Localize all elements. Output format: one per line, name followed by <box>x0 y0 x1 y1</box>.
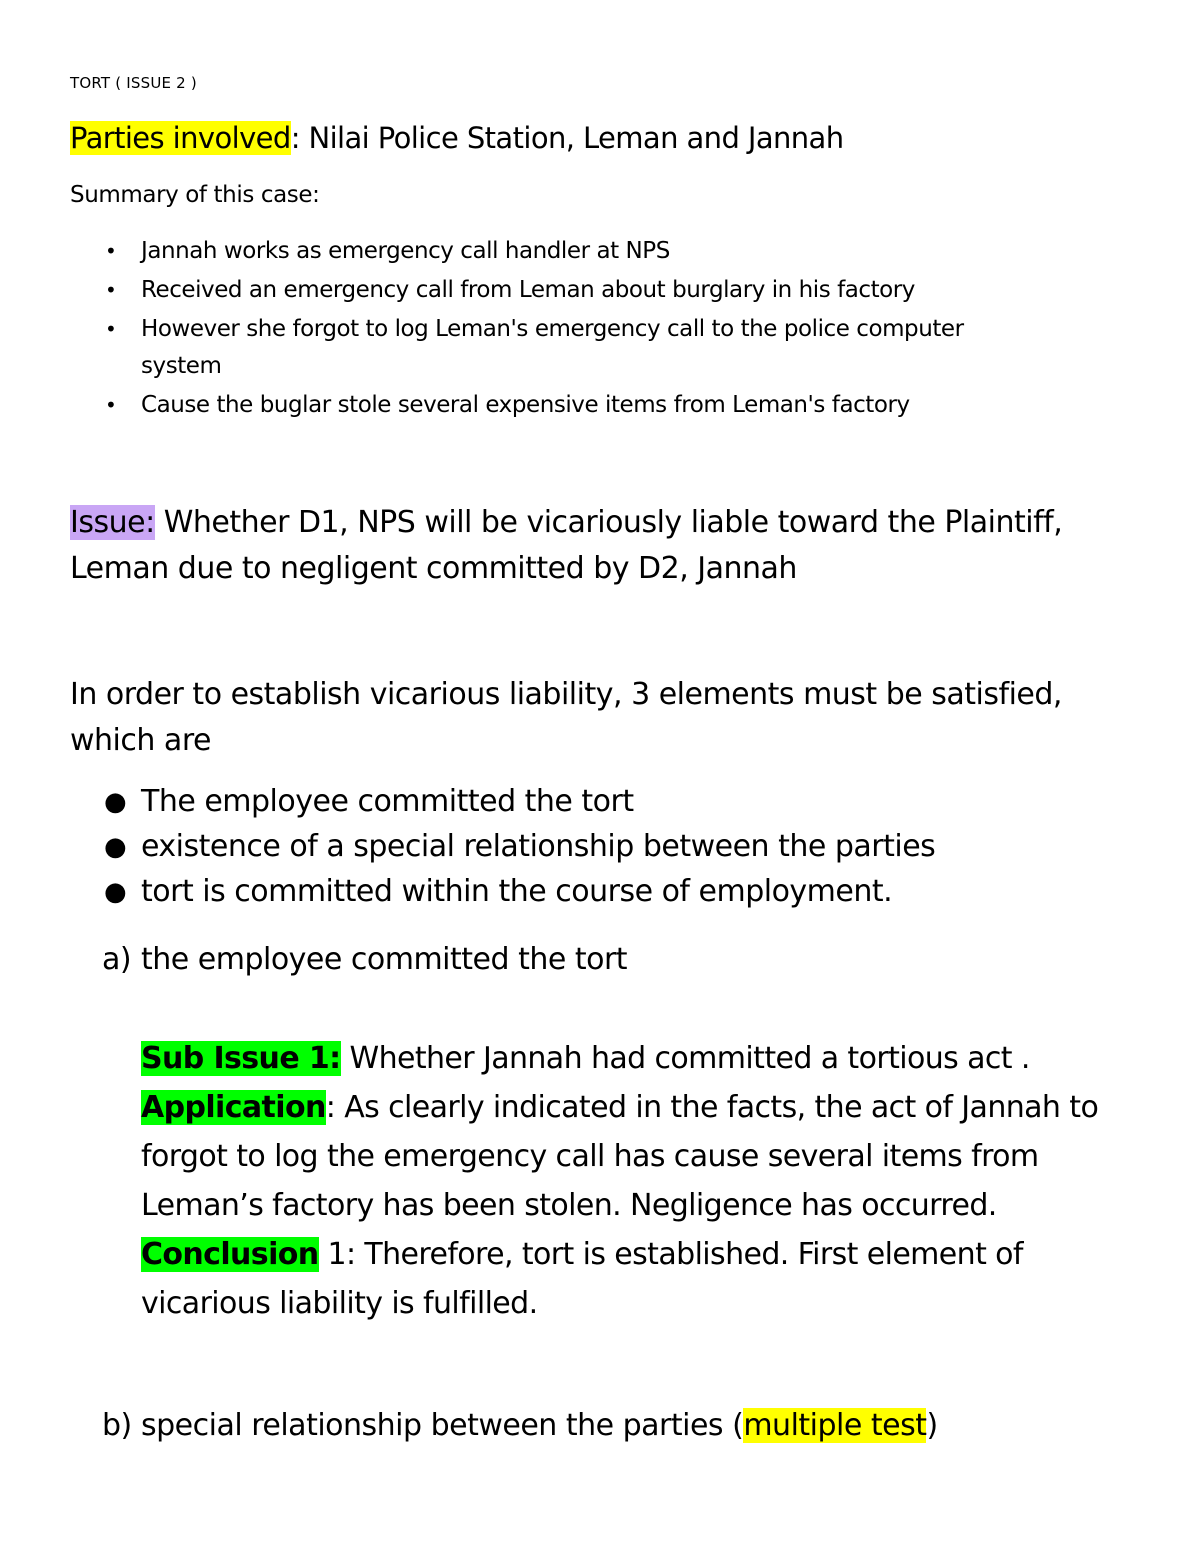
section-b-label: b) <box>102 1408 132 1443</box>
issue-text-line1: Whether D1, NPS will be vicariously liable toward the Plaintiff, <box>154 505 1063 540</box>
page-header: TORT ( ISSUE 2 ) <box>70 74 197 92</box>
application-text: : As clearly indicated in the facts, the act of Jannah to <box>325 1090 1099 1125</box>
sub-issue-text: Whether Jannah had committed a tortious act . <box>340 1041 1030 1076</box>
intro-line2: which are <box>70 723 211 758</box>
conclusion-text: 1: Therefore, tort is established. First element of <box>318 1237 1023 1272</box>
issue-text-line2: Leman due to negligent committed by D2, Jannah <box>70 551 797 586</box>
conclusion-line <box>141 1230 1151 1279</box>
issue-paragraph <box>70 500 1062 592</box>
bullet-icon: • <box>105 393 117 417</box>
parties-text: : Nilai Police Station, Leman and Jannah <box>290 121 844 155</box>
bullet-icon: • <box>105 317 117 341</box>
intro-line1: In order to establish vicarious liability, 3 elements must be satisfied, <box>70 677 1062 712</box>
bullet-icon: • <box>105 239 117 263</box>
document-page: TORT ( ISSUE 2 ) Parties involved: Nilai Police Station, Leman and Jannah Summary of this case: • Jannah works as emergency call handler at NPS • Received an emergency call from Leman about burglary in his factory • However she forgot to log Leman's emergency call to the police computer system • Cause the buglar stole several expensive items from Leman's factory Issue: Whether D1, NPS will be vicariously liable toward the Plaintiff, Leman due to negligent committed by D2, Jannah In order to establish vicarious liability, 3 elements must be satisfied, which are ● The employee committed the tort ● existence of a special relationship between the parties ● tort is committed within the course of employment. a) the employee committed the tort Sub Issue 1: Whether Jannah had committed a tortious act . Application: As clearly indicated in the facts, the act of Jannah to forgot to log the emergency call has cause several items from Leman’s factory has been stolen. Negligence has occurred. Conclusion 1: Therefore, tort is established. First element of vicarious liability is fulfilled. b) special relationship between the parties (multiple test) <box>0 0 1200 1553</box>
application-label: Application <box>141 1090 326 1125</box>
parties-involved <box>70 118 844 158</box>
parties-label: Parties involved <box>70 121 291 155</box>
intro-paragraph <box>70 672 1062 764</box>
bullet-icon: • <box>105 278 117 302</box>
application-text-line3: Leman’s factory has been stolen. Negligence has occurred. <box>141 1188 997 1223</box>
summary-title: Summary of this case: <box>70 182 320 208</box>
section-b-heading: special relationship between the parties (multiple test) <box>141 1408 938 1443</box>
bullet-icon: ● <box>104 832 127 862</box>
bullet-icon: ● <box>104 877 127 907</box>
multiple-test-highlight: multiple test <box>743 1408 927 1443</box>
conclusion-label: Conclusion <box>141 1237 319 1272</box>
sub-issue-line <box>141 1034 1151 1083</box>
conclusion-text-line2: vicarious liability is fulfilled. <box>141 1286 538 1321</box>
section-a-label: a) <box>102 942 132 977</box>
bullet-icon: ● <box>104 787 127 817</box>
application-line <box>141 1083 1151 1132</box>
application-text-line2: forgot to log the emergency call has cause several items from <box>141 1139 1039 1174</box>
issue-label: Issue: <box>70 505 155 540</box>
section-a-heading: the employee committed the tort <box>141 942 628 977</box>
sub-issue-label: Sub Issue 1: <box>141 1041 341 1076</box>
analysis-block <box>141 1034 1151 1328</box>
